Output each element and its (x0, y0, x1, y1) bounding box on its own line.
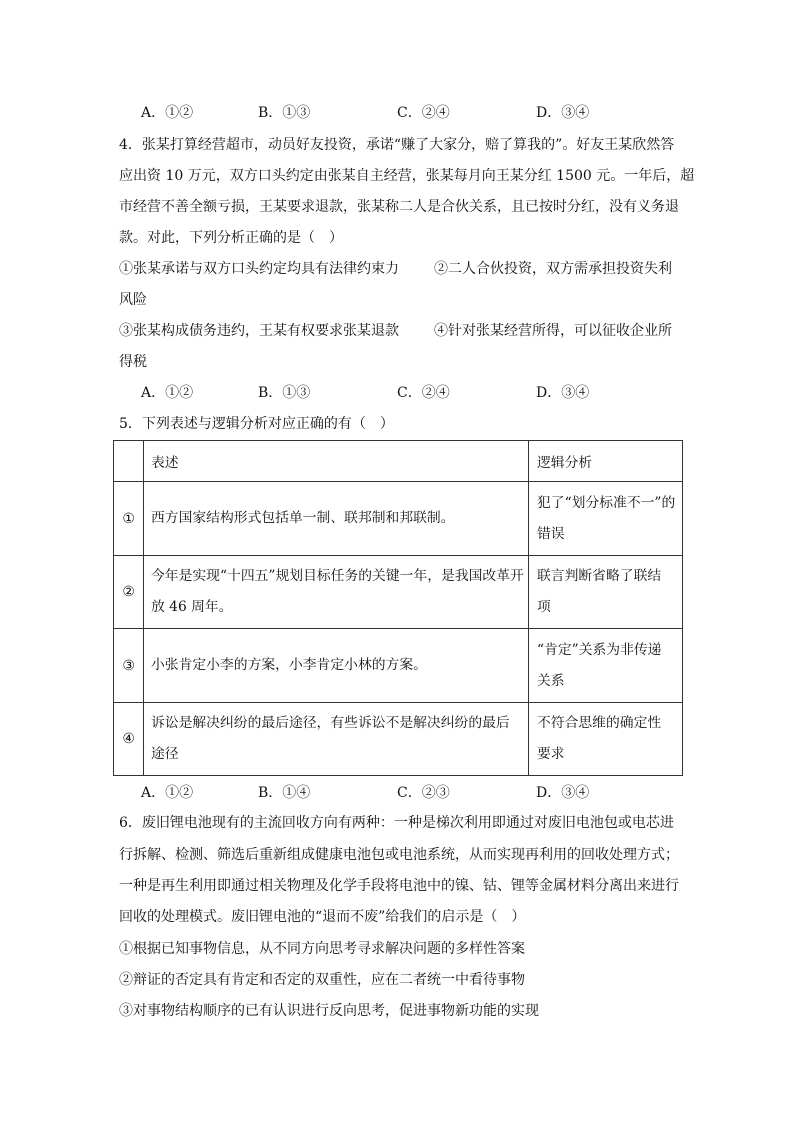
analysis-cell (529, 482, 683, 556)
row-number: ④ (114, 703, 144, 776)
q5-option-a: A．①② (141, 785, 194, 801)
q4-statement-2-continued: 风险 (119, 292, 147, 308)
statement-line: 今年是实现“十四五”规划目标任务的关键一年，是我国改革开 (151, 568, 524, 584)
q4-statement-3: ③张某构成债务违约，王某有权要求张某退款 (119, 323, 399, 339)
analysis-line: 错误 (537, 525, 565, 542)
analysis-cell (529, 629, 683, 703)
statement-cell (144, 703, 529, 776)
statement-line: 诉讼是解决纠纷的最后途径，有些诉讼不是解决纠纷的最后 (151, 715, 510, 731)
q4-stem-line: 市经营不善全额亏损，王某要求退款，张某称二人是合伙关系，且已按时分红，没有义务退 (119, 199, 679, 215)
analysis-line: 要求 (537, 746, 565, 762)
analysis-line: 关系 (537, 672, 565, 689)
q6-statement-3: ③对事物结构顺序的已有认识进行反向思考，促进事物新功能的实现 (119, 1003, 539, 1019)
option-b: B．①③ (258, 105, 311, 121)
q4-statement-4: ④针对张某经营所得，可以征收企业所 (434, 323, 672, 339)
q4-statement-2: ②二人合伙投资，双方需承担投资失利 (434, 261, 672, 277)
q6-statement-2: ②辩证的否定具有肯定和否定的双重性，应在二者统一中看待事物 (119, 972, 525, 988)
statement-cell (144, 629, 529, 703)
q4-option-d: D．③④ (536, 385, 590, 401)
q5-option-d: D．③④ (536, 785, 590, 801)
statement-cell (144, 556, 529, 629)
analysis-cell (529, 703, 683, 776)
analysis-line: “肯定”关系为非传递 (537, 641, 662, 658)
q6-stem-line: 回收的处理模式。废旧锂电池的“退而不废”给我们的启示是（ ） (119, 909, 526, 925)
analysis-line: 项 (537, 599, 551, 615)
option-a: A．①② (141, 105, 194, 121)
q4-stem-line: 4．张某打算经营超市，动员好友投资，承诺“赚了大家分，赔了算我的”。好友王某欣然答 (119, 137, 675, 153)
q4-statement-1: ①张某承诺与双方口头约定均具有法律约束力 (119, 261, 399, 277)
analysis-line: 犯了“划分标准不一”的 (537, 494, 676, 511)
q5-stem: 5．下列表述与逻辑分析对应正确的有（ ） (119, 416, 394, 432)
header-statement: 表述 (144, 441, 529, 482)
option-d: D．③④ (536, 105, 590, 121)
analysis-cell (529, 556, 683, 629)
q6-stem-line: 一种是再生利用即通过相关物理及化学手段将电池中的镍、钴、锂等金属材料分离出来进行 (119, 878, 679, 894)
option-c: C．②④ (397, 105, 450, 121)
statement-line: 途径 (151, 746, 179, 762)
table-row (114, 703, 683, 776)
analysis-line: 不符合思维的确定性 (537, 715, 662, 731)
q6-stem-line: 6．废旧锂电池现有的主流回收方向有两种：一种是梯次利用即通过对废旧电池包或电芯进 (119, 815, 674, 831)
header-analysis: 逻辑分析 (529, 441, 683, 482)
table-header-row (114, 441, 683, 482)
q5-option-c: C．②③ (397, 785, 450, 801)
row-number: ② (114, 556, 144, 629)
statement-cell (144, 482, 529, 556)
q4-option-a: A．①② (141, 385, 194, 401)
table-row (114, 556, 683, 629)
q4-option-b: B．①③ (258, 385, 311, 401)
row-number: ③ (114, 629, 144, 703)
logic-analysis-table (113, 440, 683, 776)
q4-stem-line: 款。对此，下列分析正确的是（ ） (119, 230, 343, 246)
table-row (114, 482, 683, 556)
statement-line: 放 46 周年。 (151, 599, 233, 615)
table-row (114, 629, 683, 703)
header-number-cell (114, 441, 144, 482)
analysis-line: 联言判断省略了联结 (537, 568, 662, 584)
q6-stem-line: 行拆解、检测、筛选后重新组成健康电池包或电池系统，从而实现再利用的回收处理方式； (119, 847, 679, 863)
statement-line: 小张肯定小李的方案，小李肯定小林的方案。 (151, 657, 427, 673)
q6-statement-1: ①根据已知事物信息，从不同方向思考寻求解决问题的多样性答案 (119, 941, 525, 957)
q4-statement-4-continued: 得税 (119, 354, 147, 370)
q5-option-b: B．①④ (258, 785, 311, 801)
q4-option-c: C．②④ (397, 385, 450, 401)
row-number: ① (114, 482, 144, 556)
q4-stem-line: 应出资 10 万元，双方口头约定由张某自主经营，张某每月向王某分红 1500 元。一年后，超 (119, 168, 695, 184)
statement-line: 西方国家结构形式包括单一制、联邦制和邦联制。 (151, 510, 455, 526)
